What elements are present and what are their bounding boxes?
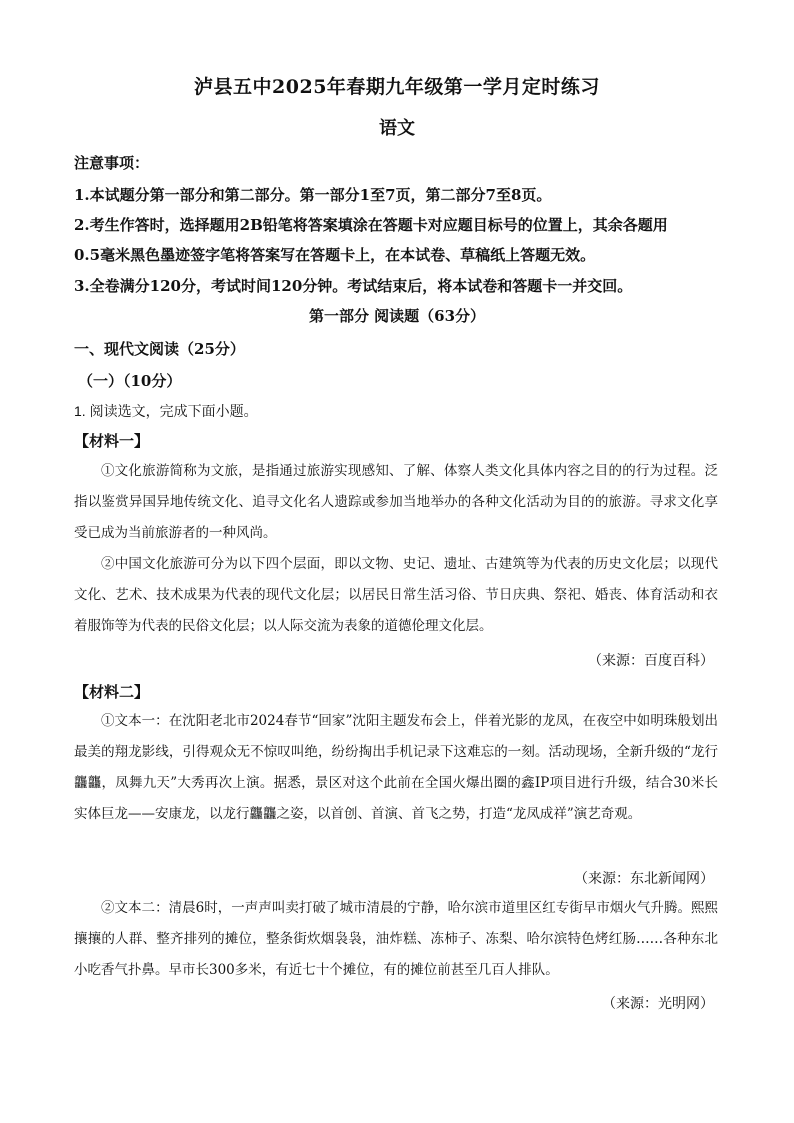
notice-item-1: 1.本试题分第一部分和第二部分。第一部分1至7页，第二部分7至8页。 <box>74 186 552 204</box>
notice-item-2a: 2.考生作答时，选择题用2B铅笔将答案填涂在答题卡对应题目标号的位置上，其余各题用 <box>74 216 668 234</box>
material-2-paragraph-1: ①文本一：在沈阳老北市2024春节“回家”沈阳主题发布会上，伴着光影的龙凤，在夜空中如明珠般划出最美的翔龙影线，引得观众无不惊叹叫绝，纷纷掏出手机记录下这难忘的一刻。活动现场，全新升级的“龙行龘龘，凤舞九天”大秀再次上演。据悉，景区对这个此前在全国火爆出圈的鑫IP项目进行升级，结合30米长实体巨龙——安康龙，以龙行龘龘之姿，以首创、首演、首飞之势，打造“龙凤成祥”演艺奇观。 <box>74 713 718 822</box>
page-title: 泸县五中2025年春期九年级第一学月定时练习 <box>194 76 600 98</box>
notice-item-2b: 0.5毫米黑色墨迹签字笔将答案写在答题卡上，在本试卷、草稿纸上答题无效。 <box>74 246 596 264</box>
material-1-source: （来源：百度百科） <box>588 652 714 668</box>
notice-item-3: 3.全卷满分120分，考试时间120分钟。考试结束后，将本试卷和答题卡一并交回。 <box>74 277 633 295</box>
subject-title: 语文 <box>379 118 415 139</box>
part-title: 第一部分 阅读题（63分） <box>308 307 486 325</box>
subsection-heading: （一）（10分） <box>78 372 182 390</box>
section-heading: 一、现代文阅读（25分） <box>74 340 245 358</box>
material-1-paragraph-2: ②中国文化旅游可分为以下四个层面，即以文物、史记、遗址、古建筑等为代表的历史文化层；以现代文化、艺术、技术成果为代表的现代文化层；以居民日常生活习俗、节日庆典、祭祀、婚丧、体育活动和衣着服饰等为代表的民俗文化层；以人际交流为表象的道德伦理文化层。 <box>74 556 718 634</box>
question-prompt: 1. 阅读选文，完成下面小题。 <box>74 403 258 419</box>
notice-heading: 注意事项： <box>74 154 150 172</box>
material-2-source-2: （来源：光明网） <box>602 995 714 1011</box>
material-1-label: 【材料一】 <box>74 432 150 450</box>
material-2-source-1: （来源：东北新闻网） <box>574 870 714 886</box>
material-1-paragraph-1: ①文化旅游简称为文旅，是指通过旅游实现感知、了解、体察人类文化具体内容之目的的行为过程。泛指以鉴赏异国异地传统文化、追寻文化名人遗踪或参加当地举办的各种文化活动为目的的旅游。寻求文化享受已成为当前旅游者的一种风尚。 <box>74 463 718 541</box>
material-2-paragraph-2: ②文本二：清晨6时，一声声叫卖打破了城市清晨的宁静，哈尔滨市道里区红专街早市烟火气升腾。熙熙攘攘的人群、整齐排列的摊位，整条街炊烟袅袅，油炸糕、冻柿子、冻梨、哈尔滨特色烤红肠……各种东北小吃香气扑鼻。早市长300多米，有近七十个摊位，有的摊位前甚至几百人排队。 <box>74 900 718 978</box>
material-2-label: 【材料二】 <box>74 683 150 701</box>
